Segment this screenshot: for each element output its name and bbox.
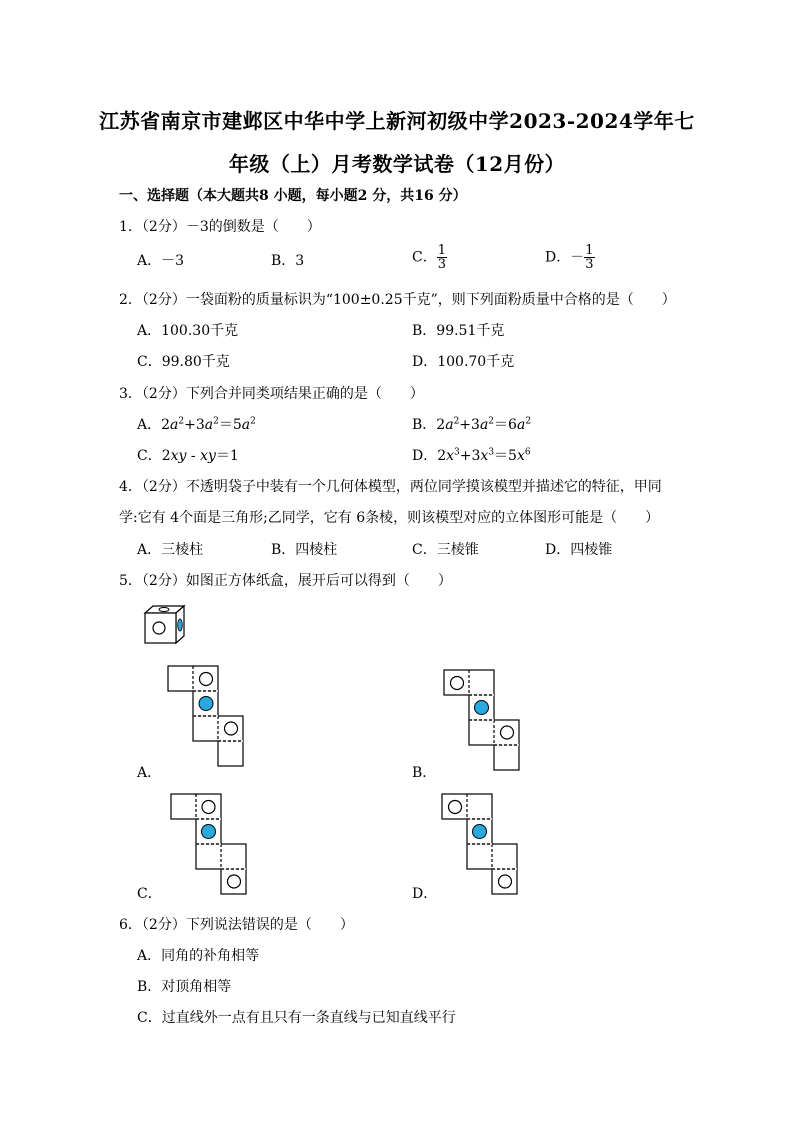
q5-option-b: B． [412,765,437,781]
q3-stem: 3．（2分）下列合并同类项结果正确的是（ ） [119,386,424,402]
q6-option-a: A．同角的补角相等 [137,948,260,964]
q5-option-a: A． [137,765,162,781]
q3-option-d: D．$2x^3+3x^3=5x^6$ [412,447,531,464]
q4-option-c: C．三棱锥 [412,542,479,558]
q2-option-c: C．99.80千克 [137,354,230,370]
q4-stem-line2: 学:它有 4个面是三角形;乙同学，它有 6条棱，则该模型对应的立体图形可能是（ ） [119,510,660,526]
q3-option-a: A．$2a^2+3a^2=5a^2$ [137,416,256,433]
net-option-b [443,669,523,771]
q4-stem-line1: 4．（2分）不透明袋子中装有一个几何体模型，两位同学摸该模型并描述它的特征，甲同 [119,479,662,495]
net-option-c [170,793,250,895]
q1-option-d: D．－ $\frac{1}{3}$ [545,243,594,272]
q4-option-b: B．四棱柱 [271,542,338,558]
q1-option-a: A．－3 [137,253,185,269]
q1-stem: 1．（2分）－3的倒数是（ ） [119,219,321,235]
exam-title-line2: 年级（上）月考数学试卷（12月份） [228,152,566,176]
section-heading: 一、选择题（本大题共8 小题，每小题2 分，共16 分） [119,188,467,204]
q3-option-c: C．2xy - xy＝1 [137,448,239,464]
q1-option-b: B．3 [271,253,305,269]
cube-figure [140,603,190,648]
q2-option-d: D．100.70千克 [412,354,515,370]
q2-option-a: A．100.30千克 [137,323,239,339]
q1-c-fraction: $\frac{1}{3}$ [437,243,446,272]
q5-option-d: D． [412,886,438,902]
q4-option-a: A．三棱柱 [137,542,204,558]
q4-option-d: D．四棱锥 [545,542,613,558]
q5-stem: 5．（2分）如图正方体纸盒，展开后可以得到（ ） [119,573,452,589]
q5-option-c: C． [137,886,162,902]
exam-title-line1: 江苏省南京市建邺区中华中学上新河初级中学2023-2024学年七 [99,109,695,133]
q6-option-c: C．过直线外一点有且只有一条直线与已知直线平行 [137,1010,456,1026]
q6-stem: 6．（2分）下列说法错误的是（ ） [119,917,354,933]
net-option-a [167,665,247,767]
net-option-d [441,793,521,895]
q6-option-b: B．对顶角相等 [137,979,232,995]
q1-d-fraction: $\frac{1}{3}$ [585,243,594,272]
q1-option-c: C． $\frac{1}{3}$ [412,243,446,272]
q2-option-b: B．99.51千克 [412,323,505,339]
q3-option-b: B．$2a^2+3a^2=6a^2$ [412,416,532,433]
q2-stem: 2．（2分）一袋面粉的质量标识为“100±0.25千克”，则下列面粉质量中合格的是（ ） [119,292,676,308]
